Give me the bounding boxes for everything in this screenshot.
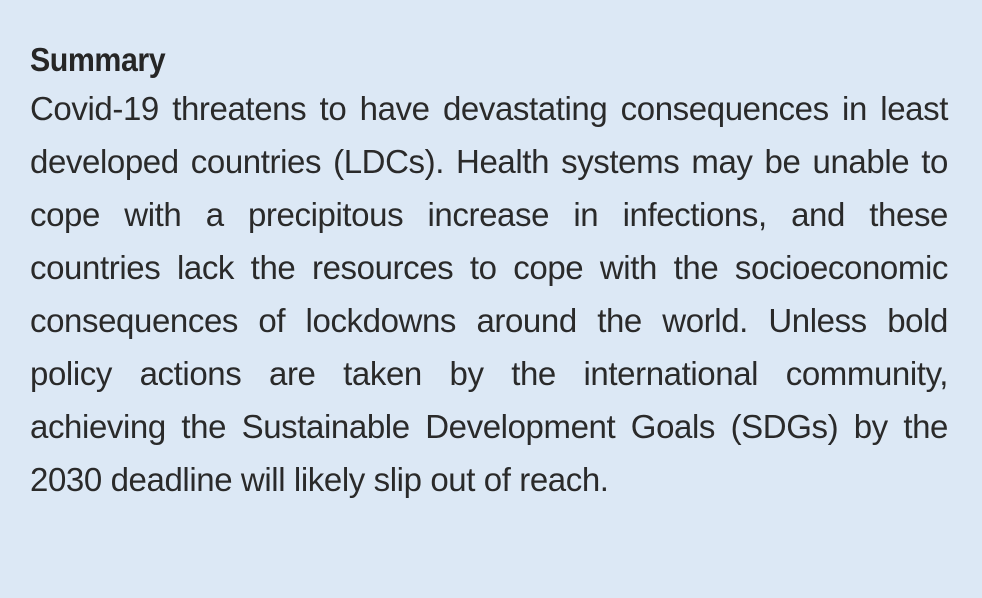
summary-paragraph: Covid-19 threatens to have devastating consequences in least developed countries (LDCs). Health systems may be unable to cope with a precipitous increase in infections, and these countries lack the resources to cope with the socioeconomic consequences of lockdowns around the world. Unless bold policy actions are taken by the international community, achieving the Sustainable Development Goals (SDGs) by the 2030 deadline will likely slip out of reach. (30, 90, 948, 498)
summary-heading: Summary (30, 41, 166, 78)
